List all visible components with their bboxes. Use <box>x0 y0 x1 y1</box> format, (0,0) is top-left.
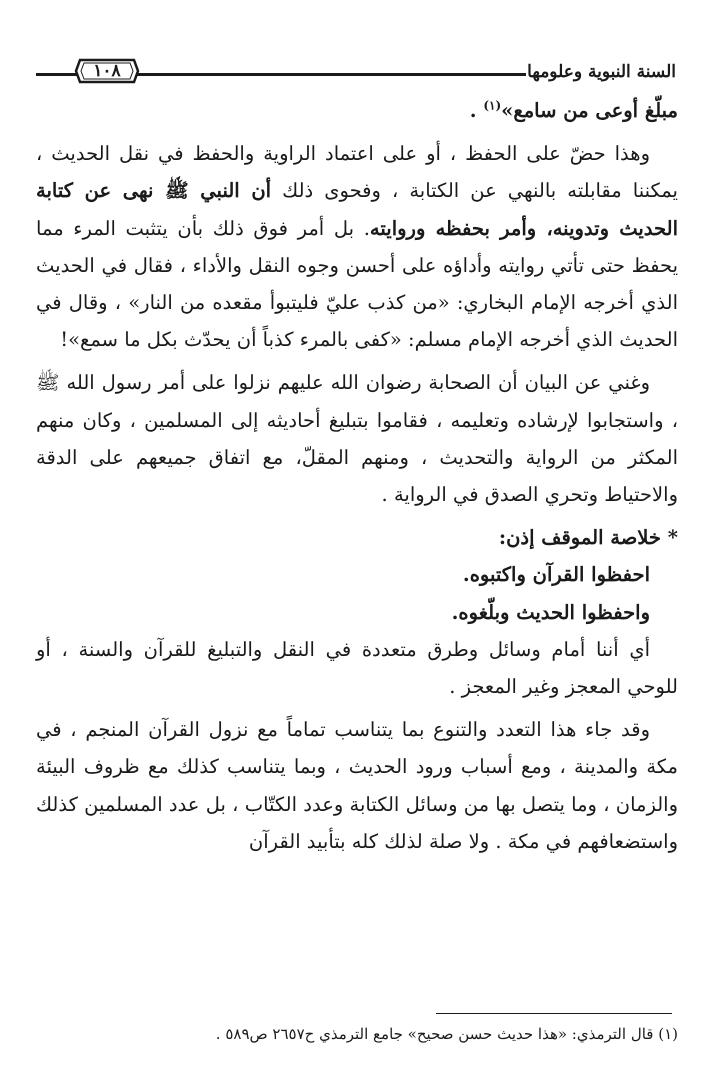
footnote-ref[interactable]: (١) <box>483 98 502 113</box>
p1-bold: أن النبي ﷺ نهى عن كتابة الحديث وتدوينه، وأمر بحفظه وروايته <box>36 179 678 240</box>
page-number-ornament <box>74 58 140 84</box>
footnote: (١) قال الترمذي: «هذا حديث حسن صحيح» جامع الترمذي ح٢٦٥٧ ص٥٨٩ . <box>215 1025 678 1043</box>
summary-line-1: احفظوا القرآن واكتبوه. <box>462 563 650 587</box>
p0-end: . <box>469 99 484 122</box>
paragraph-1 <box>36 135 678 358</box>
page-header <box>36 56 676 92</box>
summary-heading <box>36 519 678 556</box>
running-title: السنة النبوية وعلومها <box>527 62 676 82</box>
page-number: ١٠٨ <box>93 61 121 81</box>
star-bullet: * <box>667 526 678 550</box>
paragraph-0 <box>36 92 678 129</box>
summary-line-2: واحفظوا الحديث وبلّغوه. <box>451 600 650 624</box>
paragraph-2: وغني عن البيان أن الصحابة رضوان الله عليهم نزلوا على أمر رسول الله ﷺ ، واستجابوا لإرشاده وتعليمه ، فقاموا بتبليغ أحاديثه إلى المسلمين ، وكان منهم المكثر من الرواية والتحديث ، ومنهم المقلّ، مع اتفاق جميعهم على الدقة والاحتياط وتحري الصدق في الرواية . <box>36 371 678 507</box>
header-rule-left <box>36 73 78 76</box>
p1-text-a: وهذا حضّ على الحفظ ، أو على اعتماد الراوية والحفظ في نقل الحديث ، يمكننا مقابلته بالنهي عن الكتابة ، وفحوى ذلك <box>36 142 678 203</box>
header-rule <box>136 73 526 76</box>
p1-text-b: . بل أمر فوق ذلك بأن يتثبت المرء مما يحفظ حتى تأتي روايته وأداؤه على أحسن وجوه النقل والأداء ، فقال في الحديث الذي أخرجه الإمام البخاري: «من كذب عليّ فليتبوأ مقعده من النار» ، وقال في الحديث الذي أخرجه الإمام مسلم: «كفى بالمرء كذباً أن يحدّث بكل ما سمع»! <box>36 216 678 352</box>
page-body <box>36 92 678 860</box>
p0-text: مبلّغ أوعى من سامع» <box>501 99 678 122</box>
summary-heading-text: خلاصة الموقف إذن: <box>498 526 661 550</box>
footnote-rule <box>436 1013 672 1014</box>
paragraph-4: وقد جاء هذا التعدد والتنوع بما يتناسب تماماً مع نزول القرآن المنجم ، في مكة والمدينة ، ومع أسباب ورود الحديث ، وبما يتناسب كذلك مع ظروف البيئة والزمان ، وما يتصل بها من وسائل الكتابة وعدد الكتّاب ، بل عدد المسلمين كذلك واستضعافهم في مكة . ولا صلة لذلك كله بتأبيد القرآن <box>36 718 678 853</box>
paragraph-3: أي أننا أمام وسائل وطرق متعددة في النقل والتبليغ للقرآن والسنة ، أو للوحي المعجز وغير المعجز . <box>36 637 678 699</box>
